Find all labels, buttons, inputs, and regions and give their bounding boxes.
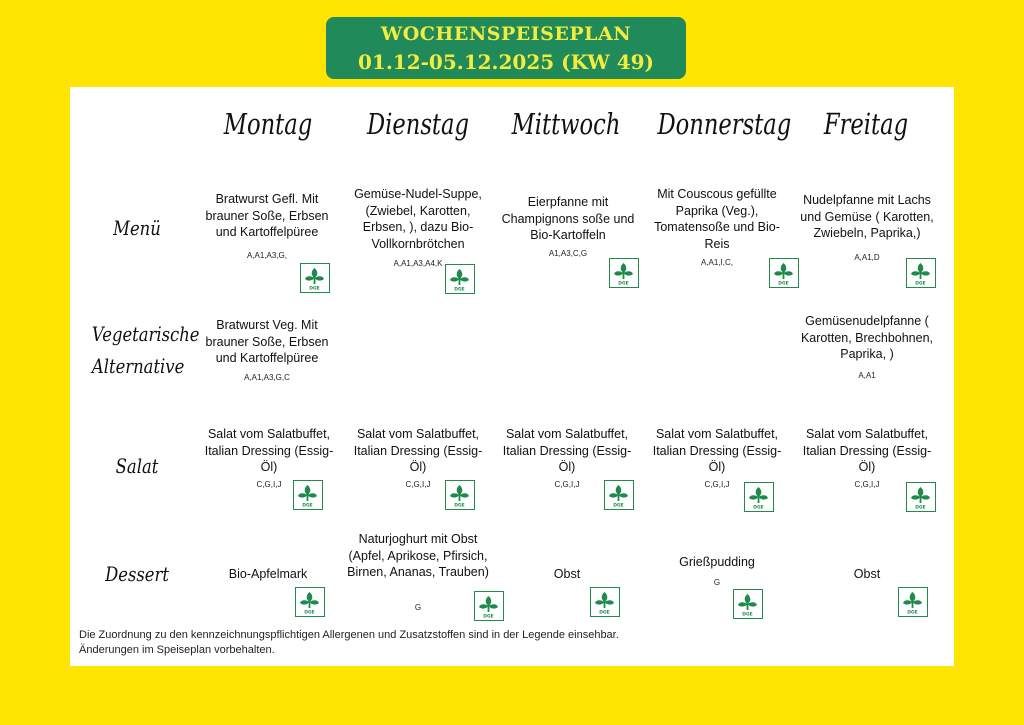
salat-monday-text: Salat vom Salatbuffet, Italian Dressing (Essig-Öl) [204, 427, 334, 474]
date-range: 01.12-05.12.2025 (KW 49) [358, 50, 654, 74]
svg-text:DGE: DGE [618, 281, 629, 286]
menu-thursday-text: Mit Couscous gefüllte Paprika (Veg.), Tomatensoße und Bio-Reis [654, 187, 780, 251]
salat-friday-allergens: C,G,I,J [854, 480, 880, 489]
menu-monday-text: Bratwurst Gefl. Mit brauner Soße, Erbsen und Kartoffelpüree [205, 192, 329, 239]
vegetarian-monday-text: Bratwurst Veg. Mit brauner Soße, Erbsen und Kartoffelpüree [205, 318, 329, 365]
day-header-wednesday: Mittwoch [511, 107, 621, 141]
menu-wednesday-text: Eierpfanne mit Champignons soße und Bio-Kartoffeln [501, 195, 635, 242]
dge-logo-icon [445, 480, 475, 510]
row-label-dessert: Dessert [105, 562, 169, 586]
dessert-thursday-text: Grießpudding [679, 555, 755, 569]
row-label-vegetarian-2: Alternative [91, 354, 185, 378]
dge-logo-icon [906, 258, 936, 288]
dge-logo-icon [445, 264, 475, 294]
dge-logo-icon [609, 258, 639, 288]
menu-monday-allergens: A,A1,A3,G, [246, 251, 288, 260]
salat-monday-allergens: C,G,I,J [256, 480, 282, 489]
svg-text:DGE: DGE [454, 287, 465, 292]
salat-tuesday-allergens: C,G,I,J [405, 480, 431, 489]
menu-thursday-allergens: A,A1,I,C, [700, 258, 733, 267]
svg-text:DGE: DGE [599, 610, 610, 615]
dge-logo-icon [295, 587, 325, 617]
svg-text:DGE: DGE [483, 614, 494, 619]
menu-tuesday-allergens: A,A1,A3,A4,K [393, 259, 443, 268]
svg-text:DGE: DGE [915, 281, 926, 286]
salat-friday-text: Salat vom Salatbuffet, Italian Dressing (Essig-Öl) [802, 427, 932, 474]
menu-tuesday-text: Gemüse-Nudel-Suppe, (Zwiebel, Karotten, Erbsen, ), dazu Bio-Vollkornbrötchen [354, 187, 482, 251]
menu-friday-allergens: A,A1,D [854, 253, 880, 262]
footer-changes-note: Änderungen im Speiseplan vorbehalten. [79, 644, 275, 656]
salat-tuesday-text: Salat vom Salatbuffet, Italian Dressing (Essig-Öl) [353, 427, 483, 474]
salat-wednesday-allergens: C,G,I,J [554, 480, 580, 489]
menu-wednesday-allergens: A1,A3,C,G [548, 249, 588, 258]
vegetarian-monday-allergens: A,A1,A3,G,C [244, 373, 290, 382]
dge-logo-icon [769, 258, 799, 288]
dge-logo-icon [898, 587, 928, 617]
dessert-monday-text: Bio-Apfelmark [228, 567, 308, 581]
dessert-wednesday-text: Obst [553, 567, 581, 581]
dge-logo-icon [604, 480, 634, 510]
dge-logo-icon [474, 591, 504, 621]
dge-logo-icon [293, 480, 323, 510]
menu-friday-text: Nudelpfanne mit Lachs und Gemüse ( Karotten, Zwiebeln, Paprika,) [800, 193, 934, 240]
dge-logo-icon [733, 589, 763, 619]
title-banner [326, 17, 686, 79]
svg-text:DGE: DGE [753, 505, 764, 510]
svg-text:DGE: DGE [302, 503, 313, 508]
footer-allergen-note: Die Zuordnung zu den kennzeichnungspflichtigen Allergenen und Zusatzstoffen sind in der Legende einsehbar. [79, 629, 619, 641]
footer-note [79, 628, 619, 658]
dessert-thursday-allergens: G [713, 578, 721, 587]
svg-text:DGE: DGE [907, 610, 918, 615]
svg-text:DGE: DGE [778, 281, 789, 286]
vegetarian-friday-text: Gemüsenudelpfanne ( Karotten, Brechbohnen, Paprika, ) [800, 314, 934, 361]
svg-text:DGE: DGE [613, 503, 624, 508]
row-label-salat: Salat [115, 454, 159, 478]
day-header-tuesday: Dienstag [366, 107, 469, 141]
day-header-monday: Montag [223, 107, 313, 141]
page-title: WOCHENSPEISEPLAN [380, 23, 632, 45]
dge-logo-icon [906, 482, 936, 512]
row-label-menu: Menü [113, 216, 161, 240]
dessert-tuesday-text: Naturjoghurt mit Obst (Apfel, Aprikose, Pfirsich, Birnen, Ananas, Trauben) [347, 532, 489, 579]
salat-thursday-allergens: C,G,I,J [704, 480, 730, 489]
svg-text:DGE: DGE [915, 505, 926, 510]
svg-text:DGE: DGE [454, 503, 465, 508]
dessert-tuesday-allergens: G [414, 603, 422, 612]
dge-logo-icon [744, 482, 774, 512]
day-header-friday: Freitag [823, 107, 909, 141]
day-header-thursday: Donnerstag [657, 107, 792, 141]
vegetarian-friday-allergens: A,A1 [858, 371, 876, 380]
dessert-friday-text: Obst [853, 567, 881, 581]
row-label-vegetarian-1: Vegetarische [91, 322, 200, 346]
salat-thursday-text: Salat vom Salatbuffet, Italian Dressing (Essig-Öl) [652, 427, 782, 474]
dge-logo-icon [590, 587, 620, 617]
salat-wednesday-text: Salat vom Salatbuffet, Italian Dressing (Essig-Öl) [502, 427, 632, 474]
svg-text:DGE: DGE [304, 610, 315, 615]
dge-logo-icon [300, 263, 330, 293]
svg-text:DGE: DGE [742, 612, 753, 617]
svg-text:DGE: DGE [309, 286, 320, 291]
